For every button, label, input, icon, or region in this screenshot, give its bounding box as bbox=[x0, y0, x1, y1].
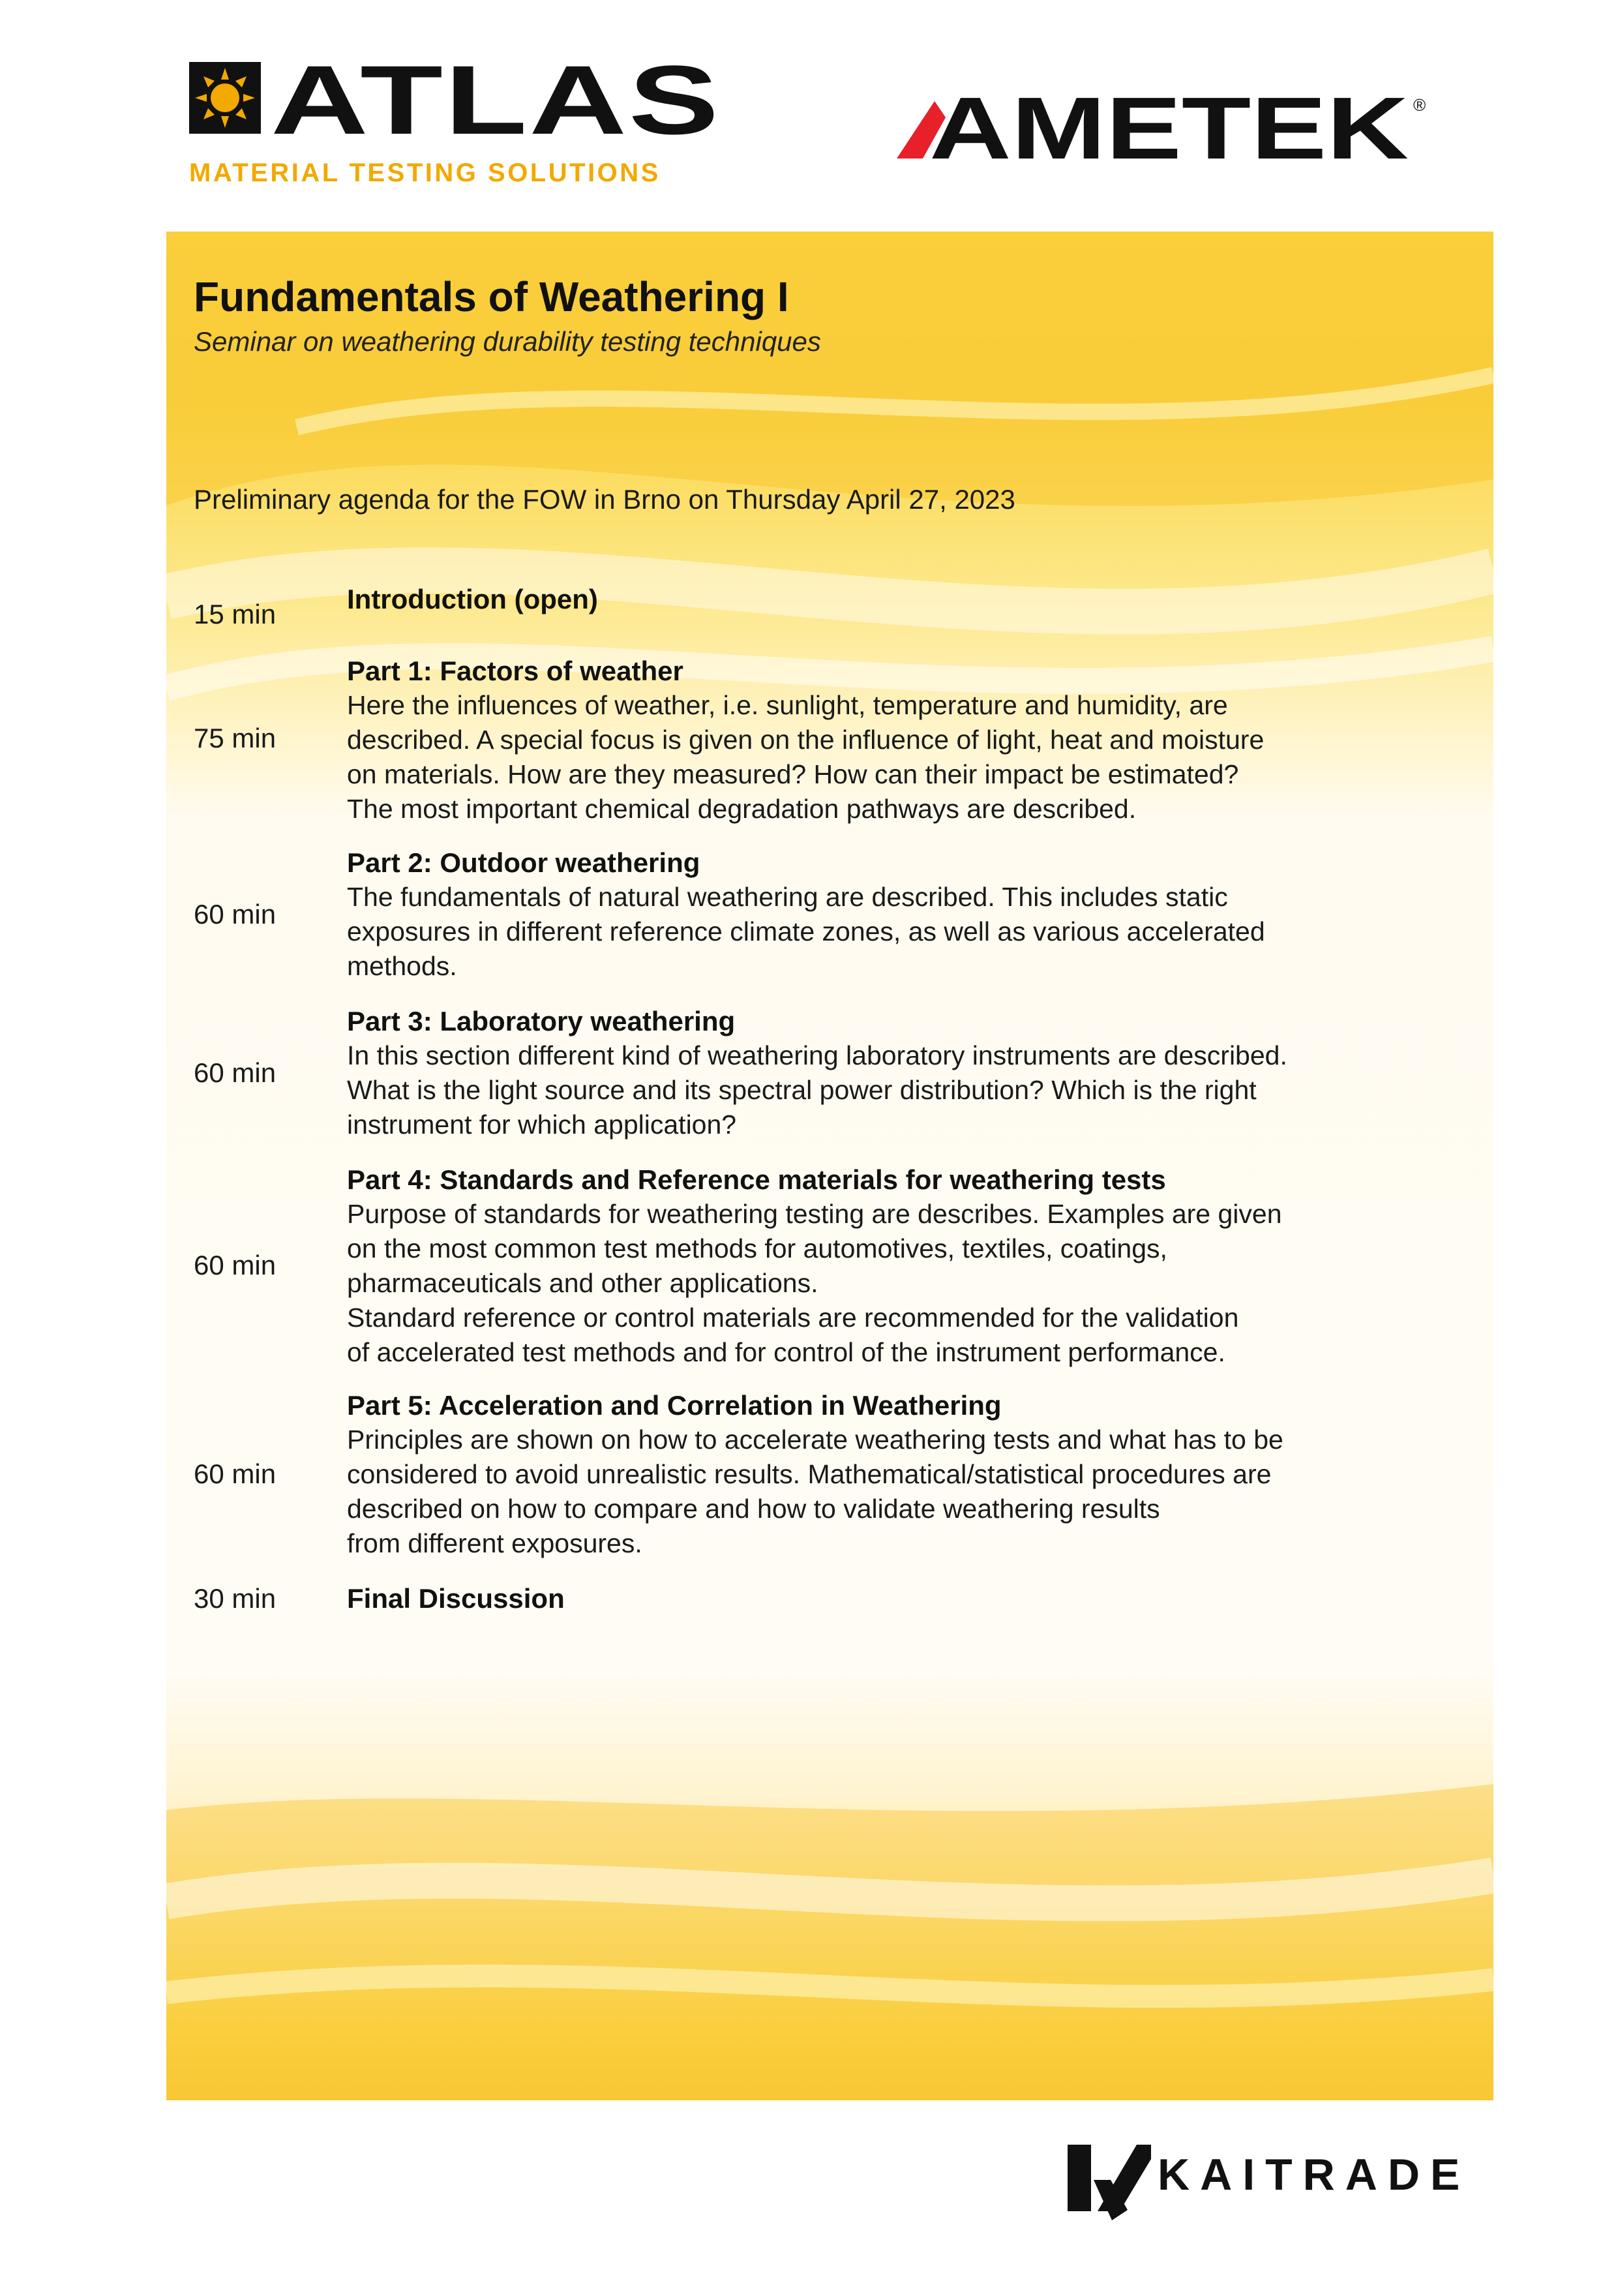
agenda-item-title: Part 3: Laboratory weathering bbox=[347, 1006, 736, 1036]
agenda-item bbox=[347, 1388, 1456, 1561]
description-line: Here the influences of weather, i.e. sunlight, temperature and humidity, are bbox=[347, 690, 1228, 720]
agenda-item bbox=[347, 1004, 1456, 1142]
agenda-item-title: Introduction (open) bbox=[347, 584, 598, 614]
description-line: In this section different kind of weathering laboratory instruments are described. bbox=[347, 1040, 1287, 1070]
agenda-time: 60 min bbox=[194, 899, 277, 929]
page-subtitle: Seminar on weathering durability testing techniques bbox=[194, 326, 821, 357]
kaitrade-wordmark: KAITRADE bbox=[1158, 2150, 1471, 2199]
description-line: Standard reference or control materials are recommended for the validation bbox=[347, 1303, 1239, 1333]
agenda-item bbox=[347, 845, 1456, 984]
description-line: on materials. How are they measured? How can their impact be estimated? bbox=[347, 759, 1239, 789]
agenda-item-description bbox=[347, 1197, 1456, 1370]
description-line: instrument for which application? bbox=[347, 1110, 737, 1140]
kaitrade-k-icon bbox=[1060, 2133, 1151, 2224]
agenda-intro: Preliminary agenda for the FOW in Brno on Thursday April 27, 2023 bbox=[194, 484, 1015, 515]
agenda-item-description bbox=[347, 688, 1456, 826]
agenda-time: 15 min bbox=[194, 599, 277, 629]
description-line: described. A special focus is given on the influence of light, heat and moisture bbox=[347, 725, 1265, 755]
agenda-item-description bbox=[347, 880, 1456, 984]
description-line: What is the light source and its spectral power distribution? Which is the right bbox=[347, 1075, 1257, 1105]
agenda-item-description bbox=[347, 1423, 1456, 1561]
description-line: of accelerated test methods and for control of the instrument performance. bbox=[347, 1337, 1225, 1367]
description-line: methods. bbox=[347, 951, 457, 981]
agenda-item bbox=[347, 1581, 1456, 1616]
description-line: considered to avoid unrealistic results. Mathematical/statistical procedures are bbox=[347, 1459, 1272, 1489]
description-line: Purpose of standards for weathering testing are describes. Examples are given bbox=[347, 1199, 1282, 1229]
description-line: The most important chemical degradation pathways are described. bbox=[347, 794, 1137, 824]
agenda-item bbox=[347, 582, 1456, 616]
description-line: pharmaceuticals and other applications. bbox=[347, 1268, 818, 1298]
agenda-time: 30 min bbox=[194, 1583, 277, 1614]
agenda-item-title: Part 5: Acceleration and Correlation in Weathering bbox=[347, 1390, 1002, 1421]
description-line: The fundamentals of natural weathering are described. This includes static bbox=[347, 882, 1228, 912]
agenda-item bbox=[347, 1162, 1456, 1370]
atlas-tagline: MATERIAL TESTING SOLUTIONS bbox=[189, 159, 661, 187]
description-line: described on how to compare and how to validate weathering results bbox=[347, 1494, 1160, 1524]
agenda-time: 60 min bbox=[194, 1250, 277, 1280]
page-title: Fundamentals of Weathering I bbox=[194, 273, 789, 320]
description-line: Principles are shown on how to accelerate weathering tests and what has to be bbox=[347, 1425, 1283, 1455]
ametek-logo bbox=[897, 82, 1431, 179]
description-line: on the most common test methods for automotives, textiles, coatings, bbox=[347, 1233, 1167, 1263]
agenda-time: 60 min bbox=[194, 1458, 277, 1489]
atlas-wordmark: ATLAS bbox=[271, 62, 721, 155]
agenda-item-description bbox=[347, 1038, 1456, 1142]
description-line: from different exposures. bbox=[347, 1528, 642, 1558]
sun-icon bbox=[189, 62, 261, 134]
ametek-wordmark: AMETEK bbox=[929, 82, 1409, 177]
agenda-item bbox=[347, 654, 1456, 826]
agenda-time: 60 min bbox=[194, 1057, 277, 1088]
agenda-item-title: Part 2: Outdoor weathering bbox=[347, 847, 700, 878]
description-line: exposures in different reference climate zones, as well as various accelerated bbox=[347, 916, 1265, 946]
agenda-time: 75 min bbox=[194, 723, 277, 753]
registered-mark-icon: ® bbox=[1413, 95, 1426, 115]
agenda-item-title: Part 1: Factors of weather bbox=[347, 656, 683, 686]
agenda-item-title: Final Discussion bbox=[347, 1583, 565, 1614]
agenda-item-title: Part 4: Standards and Reference materials for weathering tests bbox=[347, 1164, 1166, 1195]
